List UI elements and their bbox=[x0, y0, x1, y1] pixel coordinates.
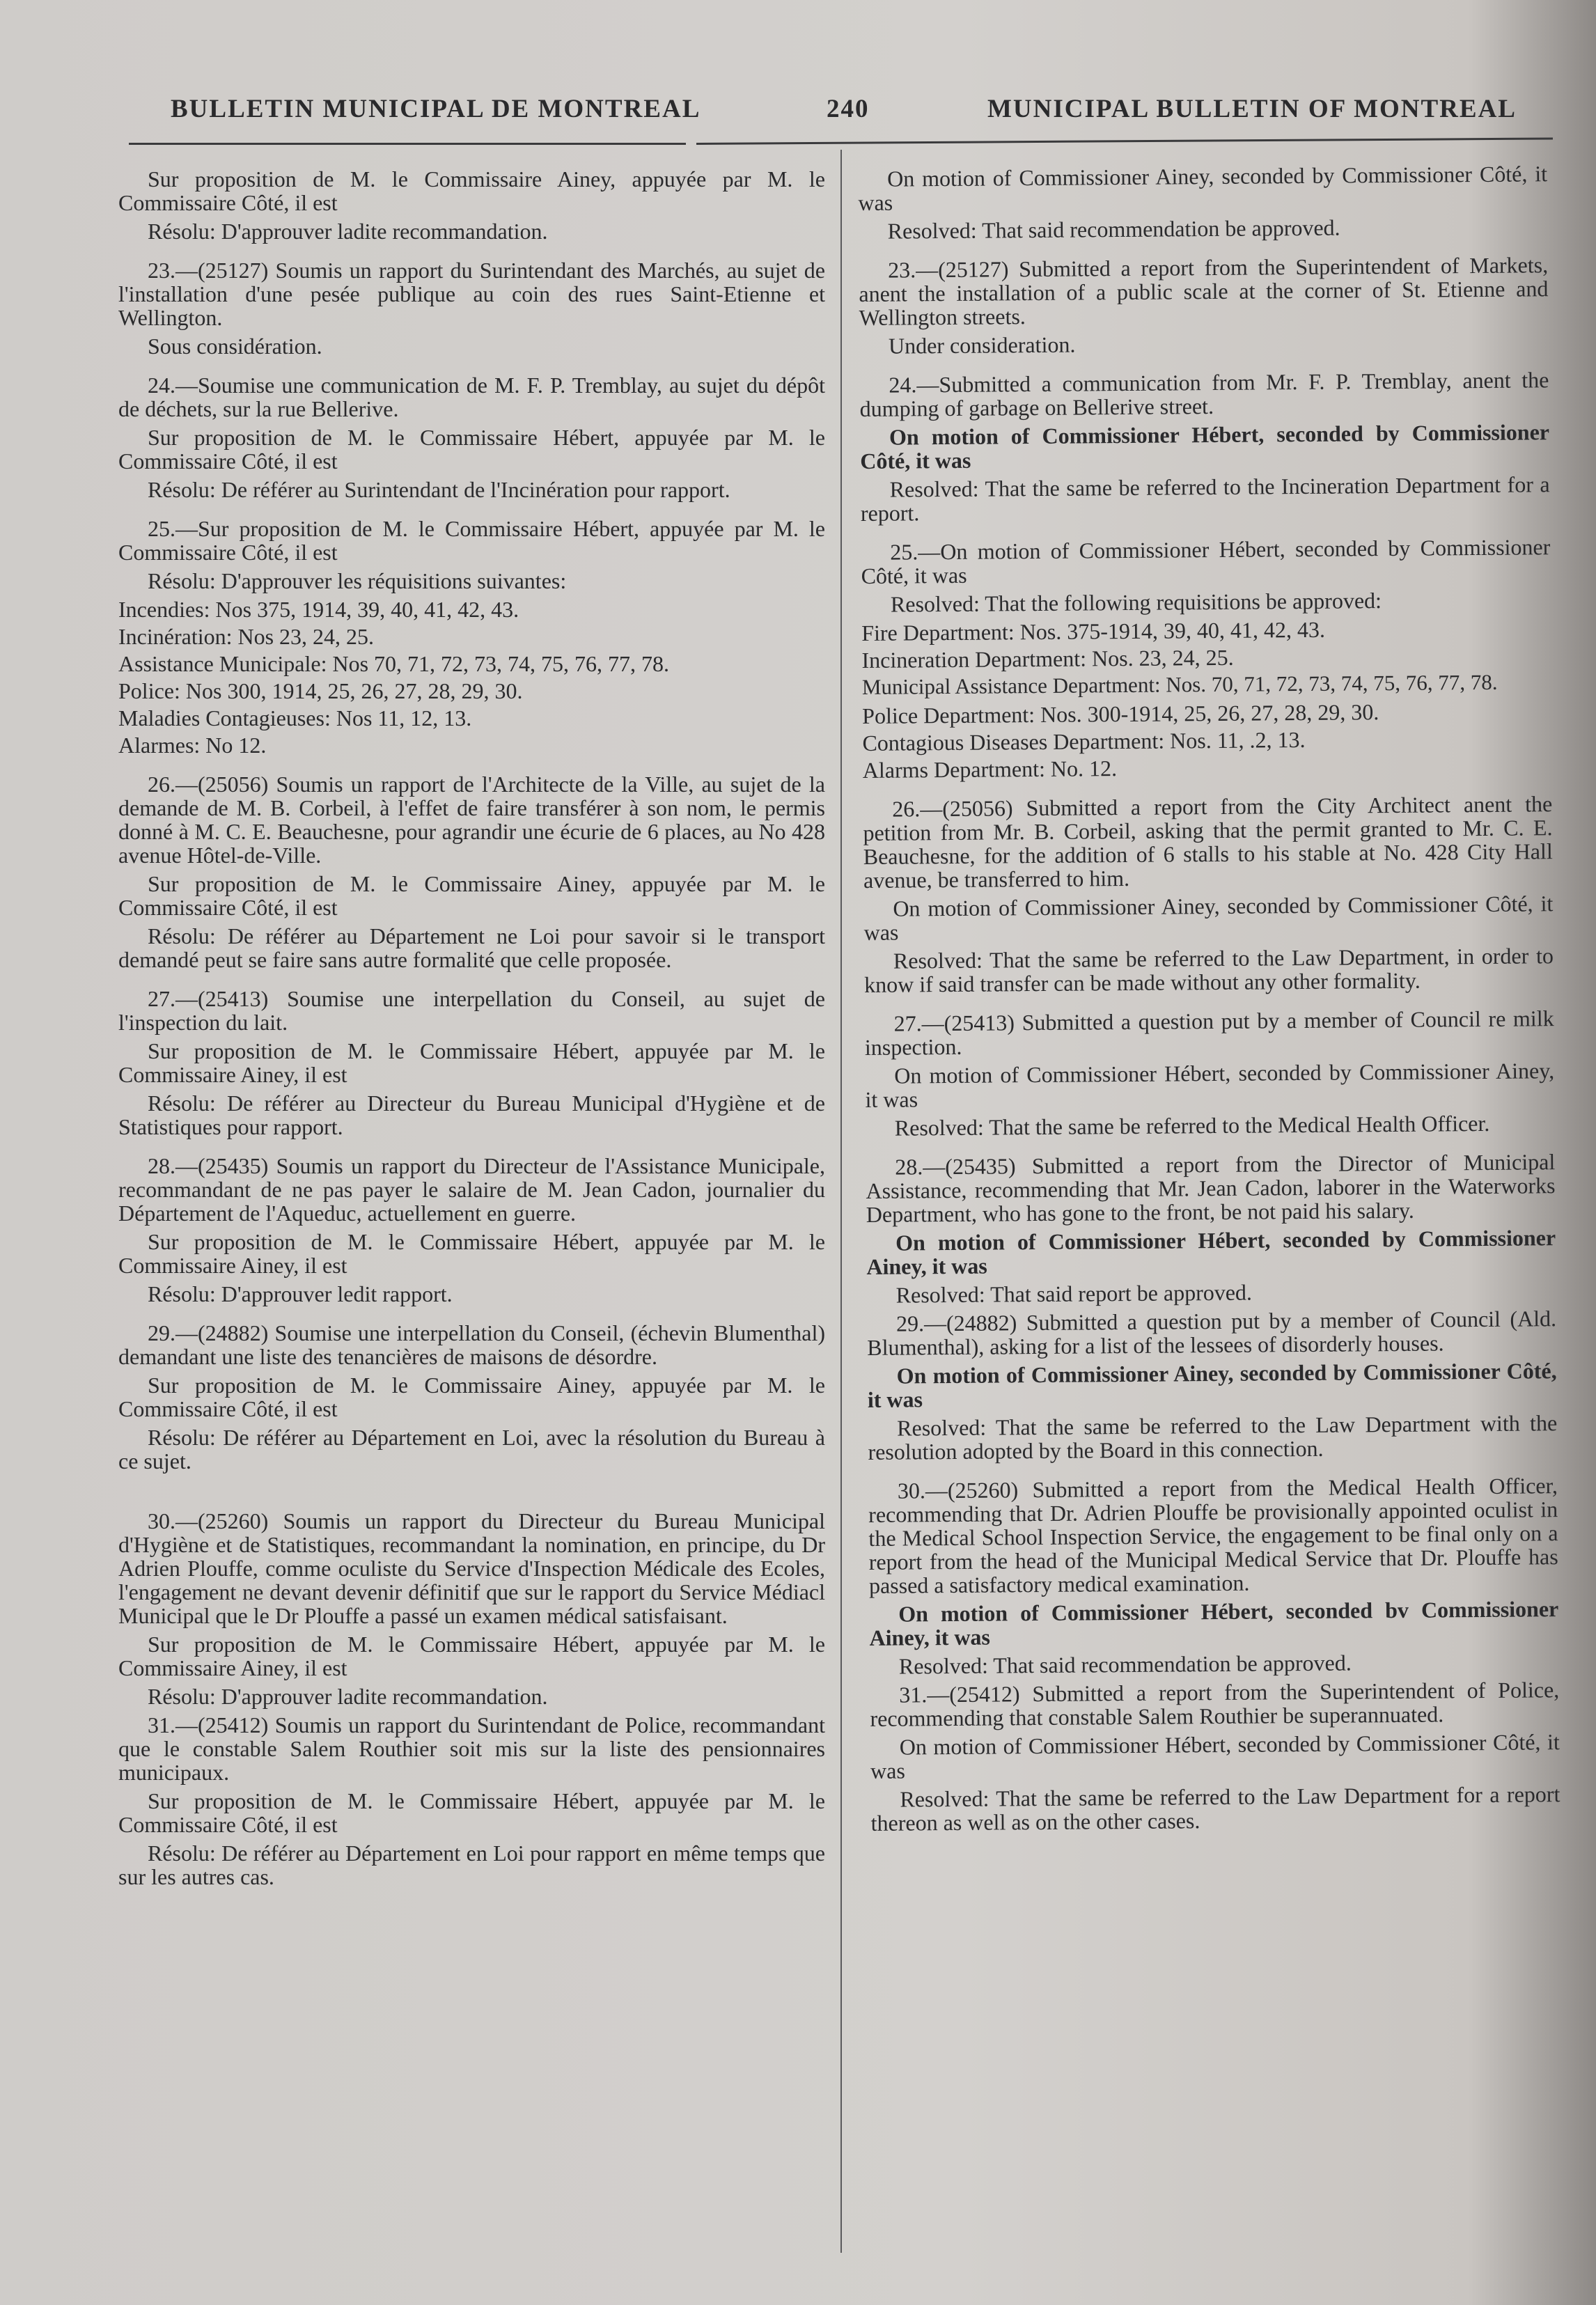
header-rule-left bbox=[129, 143, 686, 145]
en-item-29: 29.—(24882) Submitted a question put by a member of Council (Ald. Blumenthal), asking for a list of the lessees of disorderly houses. bbox=[867, 1306, 1557, 1360]
en-resolution: Resolved: That the same be referred to the Incineration Department for a report. bbox=[860, 471, 1550, 526]
fr-item-31: 31.—(25412) Soumis un rapport du Surintendant de Police, recommandant que le constable Salem Routhier soit mis sur la liste des pensionnaires municipaux. bbox=[118, 1712, 825, 1785]
fr-motion: Sur proposition de M. le Commissaire Ainey, appuyée par M. le Commissaire Côté, il est bbox=[118, 166, 825, 215]
fr-requisition-line: Maladies Contagieuses: Nos 11, 12, 13. bbox=[118, 705, 472, 730]
en-item-23: 23.—(25127) Submitted a report from the Superintendent of Markets, anent the installation of a public scale at the corner of St. Etienne and Wellington streets. bbox=[859, 252, 1549, 330]
en-requisition-line: Contagious Diseases Department: Nos. 11, .2, 13. bbox=[862, 726, 1306, 756]
en-motion: On motion of Commissioner Hébert, seconded by Commissioner Côté, it was bbox=[860, 419, 1550, 474]
fr-status: Sous considération. bbox=[148, 334, 322, 359]
fr-requisition-line: Assistance Municipale: Nos 70, 71, 72, 73, 74, 75, 76, 77, 78. bbox=[118, 651, 670, 676]
en-resolution: Resolved: That said recommendation be approved. bbox=[898, 1650, 1352, 1679]
en-resolution: Resolved: That said recommendation be approved. bbox=[887, 214, 1340, 244]
fr-motion: Sur proposition de M. le Commissaire Hébert, appuyée par M. le Commissaire Côté, il est bbox=[118, 1788, 825, 1837]
en-motion: On motion of Commissioner Hébert, seconded by Commissioner Ainey, it was bbox=[865, 1058, 1555, 1112]
fr-requisition-line: Alarmes: No 12. bbox=[118, 733, 267, 758]
en-requisition-line: Fire Department: Nos. 375-1914, 39, 40, 41, 42, 43. bbox=[861, 616, 1326, 646]
fr-resolution: Résolu: D'approuver ladite recommandation. bbox=[148, 219, 548, 244]
en-motion: On motion of Commissioner Hébert, seconded by Commissioner Côté, it was bbox=[870, 1729, 1560, 1783]
fr-item-28: 28.—(25435) Soumis un rapport du Directeur de l'Assistance Municipale, recommandant de ne pas payer le salaire de M. Jean Cadon, journalier du Département de l'Aqueduc, actuellement en guerre. bbox=[118, 1153, 825, 1226]
header-right-title: MUNICIPAL BULLETIN OF MONTREAL bbox=[987, 95, 1517, 123]
fr-resolution: Résolu: D'approuver les réquisitions suivantes: bbox=[148, 568, 567, 593]
fr-resolution: Résolu: De référer au Surintendant de l'Incinération pour rapport. bbox=[148, 477, 730, 502]
en-resolution: Resolved: That the same be referred to the Medical Health Officer. bbox=[894, 1110, 1490, 1141]
fr-item-30: 30.—(25260) Soumis un rapport du Directeur du Bureau Municipal d'Hygiène et de Statistiques, recommandant la nomination, en principe, du Dr Adrien Plouffe, comme oculiste du Service d'Inspection Médicale des Ecoles, l'engagement ne devant devenir définitif que sur le rapport du Service Médiacl Municipal que le Dr Plouffe a passé un examen médical satisfaisant. bbox=[118, 1508, 825, 1628]
en-item-30: 30.—(25260) Submitted a report from the Medical Health Officer, recommending that Dr. Adrien Plouffe be provisionally appointed oculist in the Medical School Inspection Service, the engagement to be final only on a report from the head of the Municipal Medical Service that Dr. Plouffe has passed a satisfactory medical examination. bbox=[868, 1473, 1558, 1598]
en-item-26: 26.—(25056) Submitted a report from the City Architect anent the petition from Mr. B. Corbeil, asking that the permit granted to Mr. C. E. Beauchesne, for the addition of 6 stalls to his stable at No. 428 City Hall avenue, be transferred to him. bbox=[863, 791, 1553, 893]
fr-motion: Sur proposition de M. le Commissaire Hébert, appuyée par M. le Commissaire Ainey, il est bbox=[118, 1229, 825, 1278]
fr-resolution: Résolu: De référer au Département ne Loi pour savoir si le transport demandé peut se faire sans autre formalité que celle proposée. bbox=[118, 923, 825, 972]
en-requisition-line: Police Department: Nos. 300-1914, 25, 26, 27, 28, 29, 30. bbox=[862, 699, 1379, 728]
fr-item-24: 24.—Soumise une communication de M. F. P. Tremblay, au sujet du dépôt de déchets, sur la rue Bellerive. bbox=[118, 373, 825, 421]
en-resolution: Resolved: That the same be referred to the Law Department, in order to know if said transfer can be made without any other formality. bbox=[864, 943, 1554, 997]
en-status: Under consideration. bbox=[888, 331, 1076, 359]
en-item-25: 25.—On motion of Commissioner Hébert, seconded by Commissioner Côté, it was bbox=[861, 534, 1551, 588]
fr-resolution: Résolu: De référer au Département en Loi, avec la résolution du Bureau à ce sujet. bbox=[118, 1425, 825, 1474]
fr-requisition-line: Police: Nos 300, 1914, 25, 26, 27, 28, 29, 30. bbox=[118, 678, 523, 703]
fr-requisition-line: Incinération: Nos 23, 24, 25. bbox=[118, 624, 375, 649]
french-column bbox=[118, 167, 825, 1893]
en-requisition-line: Incineration Department: Nos. 23, 24, 25. bbox=[861, 644, 1234, 673]
en-motion: On motion of Commissioner Hébert, seconded by Commissioner Ainey, it was bbox=[866, 1225, 1556, 1279]
en-requisition-line: Municipal Assistance Department: Nos. 70, 71, 72, 73, 74, 75, 76, 77, 78. bbox=[861, 669, 1498, 699]
fr-item-29: 29.—(24882) Soumise une interpellation du Conseil, (échevin Blumenthal) demandant une liste des tenancières de maisons de désordre. bbox=[118, 1320, 825, 1369]
en-resolution: Resolved: That the following requisitions be approved: bbox=[890, 588, 1382, 617]
header-rule-right bbox=[696, 137, 1553, 145]
en-resolution: Resolved: That the same be referred to the Law Department for a report thereon as well as on the other cases. bbox=[870, 1781, 1560, 1836]
en-motion: On motion of Commissioner Ainey, seconded by Commissioner Côté, it was bbox=[858, 161, 1548, 215]
fr-item-25: 25.—Sur proposition de M. le Commissaire Hébert, appuyée par M. le Commissaire Côté, il est bbox=[118, 516, 825, 565]
fr-motion: Sur proposition de M. le Commissaire Hébert, appuyée par M. le Commissaire Côté, il est bbox=[118, 425, 825, 474]
fr-motion: Sur proposition de M. le Commissaire Hébert, appuyée par M. le Commissaire Ainey, il est bbox=[118, 1632, 825, 1680]
en-item-28: 28.—(25435) Submitted a report from the Director of Municipal Assistance, recommending that Mr. Jean Cadon, laborer in the Waterworks Department, who has gone to the front, be not paid his salary. bbox=[866, 1149, 1556, 1227]
en-item-24: 24.—Submitted a communication from Mr. F. P. Tremblay, anent the dumping of garbage on Bellerive street. bbox=[859, 367, 1549, 421]
en-requisition-line: Alarms Department: No. 12. bbox=[862, 756, 1118, 783]
fr-resolution: Résolu: De référer au Directeur du Bureau Municipal d'Hygiène et de Statistiques pour rapport. bbox=[118, 1091, 825, 1139]
page-number: 240 bbox=[827, 95, 870, 123]
column-divider bbox=[840, 150, 842, 2253]
fr-item-23: 23.—(25127) Soumis un rapport du Surintendant des Marchés, au sujet de l'installation d'une pesée publique au coin des rues Saint-Etienne et Wellington. bbox=[118, 258, 825, 330]
english-column bbox=[858, 162, 1560, 1840]
fr-resolution: Résolu: D'approuver ledit rapport. bbox=[148, 1281, 453, 1306]
header-left-title: BULLETIN MUNICIPAL DE MONTREAL bbox=[171, 95, 701, 123]
fr-resolution: Résolu: D'approuver ladite recommandation. bbox=[148, 1684, 548, 1709]
en-resolution: Resolved: That the same be referred to the Law Department with the resolution adopted by the Board in this connection. bbox=[868, 1410, 1558, 1464]
fr-resolution: Résolu: De référer au Département en Loi pour rapport en même temps que sur les autres cas. bbox=[118, 1841, 825, 1889]
en-item-31: 31.—(25412) Submitted a report from the Superintendent of Police, recommending that constable Salem Routhier be superannuated. bbox=[870, 1677, 1560, 1731]
fr-item-27: 27.—(25413) Soumise une interpellation du Conseil, au sujet de l'inspection du lait. bbox=[118, 986, 825, 1035]
fr-item-26: 26.—(25056) Soumis un rapport de l'Architecte de la Ville, au sujet de la demande de M. B. Corbeil, à l'effet de faire transférer à son nom, le permis donné à M. C. E. Beauchesne, pour agrandir une écurie de 6 places, au No 428 avenue Hôtel-de-Ville. bbox=[118, 772, 825, 868]
fr-motion: Sur proposition de M. le Commissaire Ainey, appuyée par M. le Commissaire Côté, il est bbox=[118, 871, 825, 920]
en-motion: On motion of Commissioner Ainey, seconded by Commissioner Côté, it was bbox=[863, 891, 1554, 945]
fr-requisition-line: Incendies: Nos 375, 1914, 39, 40, 41, 42, 43. bbox=[118, 597, 519, 622]
en-motion: On motion of Commissioner Ainey, seconded by Commissioner Côté, it was bbox=[867, 1358, 1557, 1412]
en-item-27: 27.—(25413) Submitted a question put by a member of Council re milk inspection. bbox=[864, 1006, 1554, 1060]
fr-motion: Sur proposition de M. le Commissaire Ainey, appuyée par M. le Commissaire Côté, il est bbox=[118, 1373, 825, 1421]
en-resolution: Resolved: That said report be approved. bbox=[895, 1279, 1253, 1308]
fr-motion: Sur proposition de M. le Commissaire Hébert, appuyée par M. le Commissaire Ainey, il est bbox=[118, 1038, 825, 1087]
en-motion: On motion of Commissioner Hébert, seconded bv Commissioner Ainey, it was bbox=[869, 1596, 1559, 1650]
